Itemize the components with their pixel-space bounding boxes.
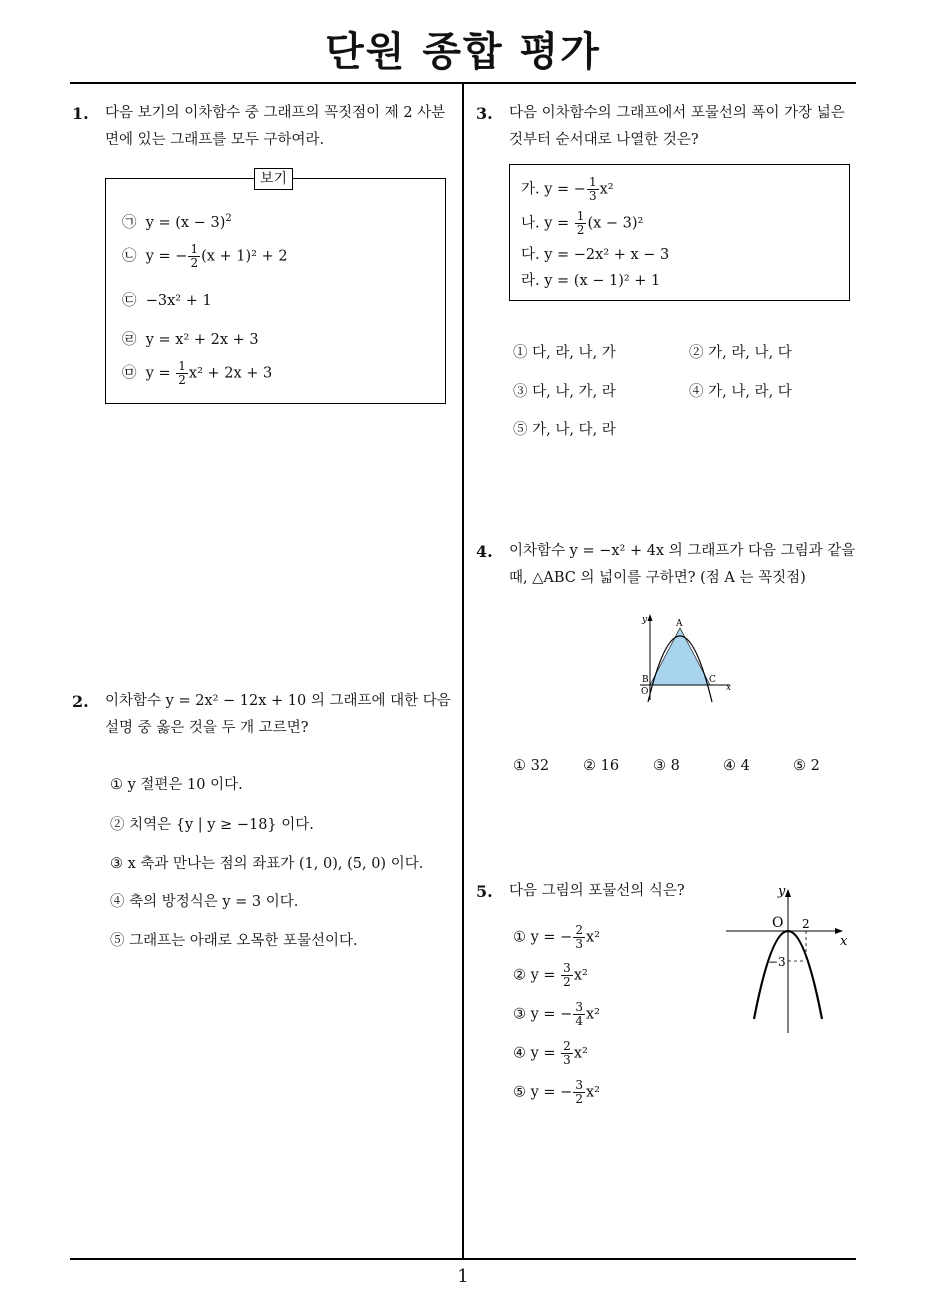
y-axis-arrow-icon — [648, 614, 653, 621]
item-expr: y = — [145, 365, 176, 382]
item-mark: ㉠ — [122, 215, 137, 231]
y-axis-label: y — [778, 885, 786, 899]
q2-number: 2. — [72, 692, 89, 711]
q1-item-2 — [122, 243, 288, 270]
x-tick-2-label: 2 — [802, 917, 810, 931]
q3-item-2 — [521, 210, 643, 237]
q1-item-1 — [122, 211, 232, 232]
item-expr: −3x² + 1 — [145, 293, 212, 309]
q1-item-5 — [122, 360, 272, 387]
fraction: $\frac{1}{2}$ — [190, 242, 199, 270]
item-expr: 가. y = − — [521, 181, 586, 198]
item-expr: 나. y = — [521, 215, 574, 232]
q4-option-3[interactable]: ③ 8 — [653, 758, 680, 774]
item-expr-tail: (x − 3)² — [587, 215, 644, 232]
item-mark: ㉤ — [122, 365, 137, 382]
fraction: $\frac{2}{3}$ — [563, 1039, 571, 1067]
q5-option-4[interactable]: ④ y = $\frac{2}{3}$ x² — [513, 1039, 588, 1067]
q1-number: 1. — [72, 104, 89, 123]
fraction: $\frac{2}{3}$ — [575, 923, 583, 951]
item-mark: ㉢ — [122, 293, 137, 309]
q2-option-1[interactable]: ① y 절편은 10 이다. — [110, 777, 243, 793]
x-axis-label: x — [840, 934, 848, 949]
q3-option-3[interactable]: ③ 다, 나, 가, 라 — [513, 384, 616, 400]
q2-option-4[interactable]: ④ 축의 방정식은 y = 3 이다. — [110, 894, 299, 910]
q5-option-2[interactable]: ② y = $\frac{3}{2}$ x² — [513, 961, 588, 989]
q3-number: 3. — [476, 104, 493, 123]
q3-text: 다음 이차함수의 그래프에서 포물선의 폭이 가장 넓은 것부터 순서대로 나열한 것은? — [509, 105, 845, 148]
q3-option-1[interactable]: ① 다, 라, 나, 가 — [513, 345, 616, 361]
y-axis-arrow-icon — [785, 889, 791, 897]
page-title: 단원 종합 평가 — [325, 29, 601, 75]
y-axis-label: y — [642, 615, 648, 625]
fraction: $\frac{3}{2}$ — [575, 1078, 583, 1106]
item-mark: ㉡ — [122, 248, 137, 265]
item-expr-tail: x² + 2x + 3 — [188, 365, 273, 382]
q4-graph — [630, 610, 740, 705]
q2-option-2[interactable]: ② 치역은 {y | y ≥ −18} 이다. — [110, 817, 314, 833]
q4-option-2[interactable]: ② 16 — [583, 758, 620, 774]
fraction: $\frac{1}{2}$ — [576, 209, 585, 237]
item-sup: 2 — [225, 213, 232, 225]
q3-item-1 — [521, 176, 614, 203]
item-expr: y = (x − 3) — [145, 215, 226, 231]
item-expr: y = − — [145, 248, 188, 265]
q1-item-3 — [122, 289, 212, 310]
y-tick-minus3-label: −3 — [768, 955, 786, 969]
q4-text: 이차함수 y = −x² + 4x 의 그래프가 다음 그림과 같을 때, △ABC 의 넓이를 구하면? (점 A 는 꼭짓점) — [509, 543, 856, 586]
item-expr-tail: x² — [599, 181, 614, 198]
q3-option-2[interactable]: ② 가, 라, 나, 다 — [689, 345, 792, 361]
fraction: $\frac{3}{4}$ — [575, 1000, 583, 1028]
q5-number: 5. — [476, 882, 493, 901]
item-mark: ㉣ — [122, 332, 137, 348]
item-expr: y = x² + 2x + 3 — [145, 332, 259, 348]
fraction: $\frac{1}{3}$ — [588, 175, 597, 203]
q3-item-3: 다. y = −2x² + x − 3 — [521, 247, 670, 263]
q4-option-5[interactable]: ⑤ 2 — [793, 758, 820, 774]
point-b-label: B — [642, 675, 649, 685]
bottom-rule — [70, 1258, 856, 1260]
q3-option-5[interactable]: ⑤ 가, 나, 다, 라 — [513, 422, 616, 438]
x-axis-label: x — [726, 683, 732, 693]
q3-option-4[interactable]: ④ 가, 나, 라, 다 — [689, 384, 792, 400]
q4-option-4[interactable]: ④ 4 — [723, 758, 750, 774]
origin-label: O — [772, 915, 784, 931]
q2-option-3[interactable]: ③ x 축과 만나는 점의 좌표가 (1, 0), (5, 0) 이다. — [110, 856, 424, 872]
item-expr-tail: (x + 1)² + 2 — [201, 248, 288, 265]
point-c-label: C — [709, 675, 716, 685]
q4-number: 4. — [476, 542, 493, 561]
point-a-label: A — [676, 619, 683, 629]
column-divider — [462, 83, 464, 1259]
q2-option-5[interactable]: ⑤ 그래프는 아래로 오목한 포물선이다. — [110, 933, 358, 949]
origin-label: O — [641, 687, 649, 697]
q1-box-label: 보기 — [254, 168, 293, 190]
q5-graph — [722, 885, 862, 1035]
page-number: 1 — [457, 1266, 469, 1287]
q2-text: 이차함수 y = 2x² − 12x + 10 의 그래프에 대한 다음 설명 중 옳은 것을 두 개 고르면? — [105, 693, 451, 736]
fraction: $\frac{3}{2}$ — [563, 961, 571, 989]
fraction: $\frac{1}{2}$ — [178, 359, 186, 387]
q1-text: 다음 보기의 이차함수 중 그래프의 꼭짓점이 제 2 사분면에 있는 그래프를 모두 구하여라. — [105, 105, 446, 148]
q4-option-1[interactable]: ① 32 — [513, 758, 550, 774]
q3-item-4: 라. y = (x − 1)² + 1 — [521, 273, 661, 289]
q5-option-1[interactable]: ① y = − $\frac{2}{3}$ x² — [513, 923, 600, 951]
q5-text: 다음 그림의 포물선의 식은? — [509, 883, 685, 899]
q1-item-4 — [122, 328, 259, 349]
q5-option-3[interactable]: ③ y = − $\frac{3}{4}$ x² — [513, 1000, 600, 1028]
q5-option-5[interactable]: ⑤ y = − $\frac{3}{2}$ x² — [513, 1078, 600, 1106]
